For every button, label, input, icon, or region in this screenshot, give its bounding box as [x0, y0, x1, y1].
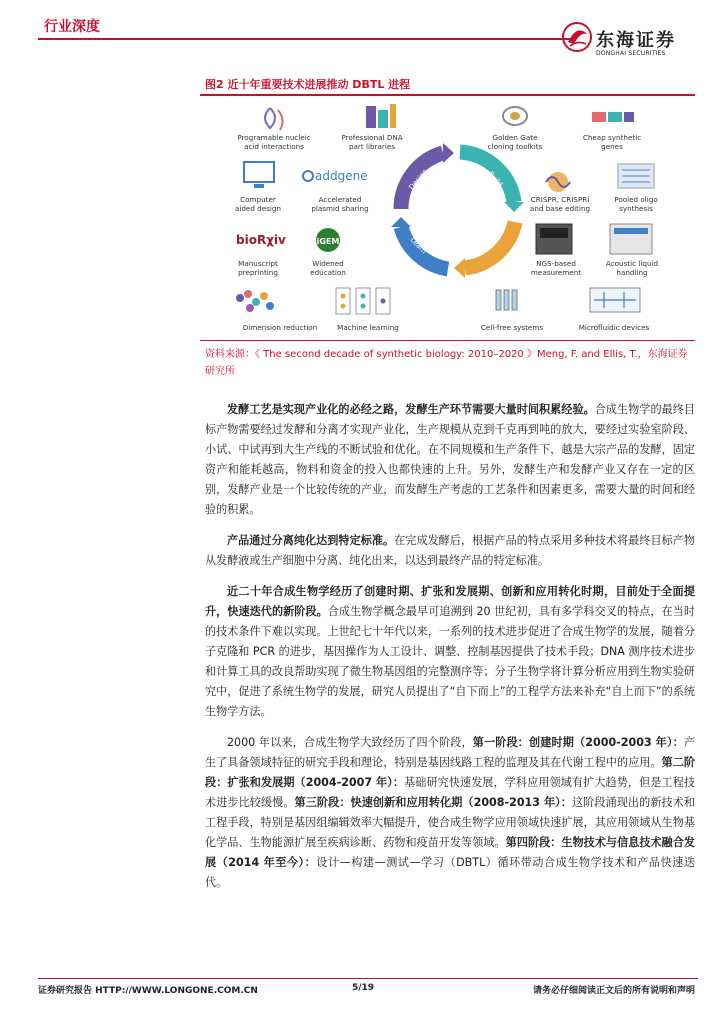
label-golden-gate-1: Golden Gate — [492, 133, 538, 142]
label-addgene-1: Accelerated — [318, 195, 362, 204]
label-preprint-2: preprinting — [238, 268, 278, 277]
paragraph-fermentation-lead: 发酵工艺是实现产业化的必经之路，发酵生产环节需要大量时间积累经验。 — [227, 403, 595, 416]
footer-website[interactable]: 证券研究报告 HTTP://WWW.LONGONE.COM.CN — [38, 986, 258, 996]
footer-divider — [38, 978, 698, 979]
paragraph-fermentation-text: 合成生物学的最终目标产物需要经过发酵和分离才实现产业化，生产规模从克到千克再到吨的放大，要经过实验室阶段、小试、中试再到大生产线的不断试验和优化。在不同规模和生产条件下，越是大宗产品的发酵，固定资产和能耗越高，物料和资金的投入也都快速的上升。另外，发酵生产和发酵产业又存在一定的区别，发酵产业是一个比较传统的产业，而发酵生产考虑的工艺条件和因素更多，需要大量的时间和经验的积累。 — [205, 403, 695, 516]
report-body — [205, 400, 695, 904]
dna-parts-icon — [366, 104, 396, 128]
label-prog-nucleic-1: Programable nucleic — [237, 133, 311, 142]
label-ml: Machine learning — [337, 323, 399, 332]
paragraph-purification — [205, 531, 695, 571]
sequencer-icon — [536, 224, 572, 254]
stage-1-heading: 第一阶段：创建时期（2000-2003 年）： — [472, 736, 684, 749]
paragraph-history-lead: 近二十年合成生物学经历了创建时期、扩张和发展期、创新和应用转化时期，目前处于全面提升，快速迭代的新阶段。 — [205, 585, 695, 618]
label-acoustic-1: Acoustic liquid — [605, 259, 659, 268]
label-crispr-2: and base editing — [529, 204, 591, 213]
paragraph-purification-lead: 产品通过分离纯化达到特定标准。 — [227, 534, 395, 547]
paragraph-stages-intro: 2000 年以来，合成生物学大致经历了四个阶段， — [227, 736, 473, 749]
logo-chinese-name: 东海证券 — [596, 30, 676, 51]
logo-mark-icon — [560, 20, 594, 54]
cycle-label-design: Design — [407, 167, 430, 192]
addgene-logo-icon — [303, 171, 313, 181]
label-ngs-2: measurement — [530, 268, 582, 277]
label-education-2: education — [310, 268, 346, 277]
igem-logo-text: iGEM — [316, 237, 340, 246]
label-prog-nucleic-2: acid interactions — [244, 142, 304, 151]
label-cheap-genes-2: genes — [601, 142, 623, 151]
dbtl-figure — [200, 98, 695, 338]
label-microfluidic: Microfluidic devices — [578, 323, 650, 332]
label-cellfree: Cell-free systems — [480, 323, 544, 332]
liquid-handler-icon — [610, 224, 652, 254]
label-cad-1: Computer — [240, 195, 276, 204]
report-category-tag: 行业深度 — [44, 19, 100, 35]
label-ngs-1: NGS-based — [536, 259, 576, 268]
scatter-cluster-icon — [236, 290, 274, 312]
label-dimred: Dimension reduction — [242, 323, 318, 332]
biorxiv-logo: bioRχiv — [236, 233, 286, 247]
label-cheap-genes-1: Cheap synthetic — [582, 133, 642, 142]
paragraph-history-text: 合成生物学概念最早可追溯到 20 世纪初，具有多学科交叉的特点，在当时的技术条件下难以实现。上世纪七十年代以来，一系列的技术进步促进了合成生物学的发展，随着分子克隆和 PCR 的进步，基因操作为人工设计、调整、控制基因提供了技术手段；DNA 测序技术进步和计算工具的改良帮助实现了微生物基因组的完整测序等；分子生物学将计算分析应用到生物实验研究中，促进了系统生物学的发展，研究人员提出了“自下而上”的工程学方法来补充“自上而下”的系统生物学方法。 — [205, 605, 695, 718]
synthetic-gene-icon — [592, 112, 634, 122]
header-divider — [38, 38, 574, 40]
paragraph-stages — [205, 733, 695, 893]
stage-3-text: 这阶段涌现出的新技术和工程手段，特别是基因组编辑效率大幅提升，使合成生物学应用领域快速扩展，其应用领域从生物基化学品、生物能源扩展至疾病诊断、药物和疫苗开发等领域。 — [205, 796, 695, 849]
stage-4-text: 设计—构建—测试—学习（DBTL）循环带动合成生物学技术和产品快速迭代。 — [205, 856, 695, 889]
crispr-icon — [546, 172, 570, 192]
label-oligo-1: Pooled oligo — [614, 195, 658, 204]
oligo-pool-icon — [618, 164, 654, 188]
cycle-label-build: Build — [486, 169, 505, 189]
label-cad-2: aided design — [234, 204, 282, 213]
label-education-1: Widened — [312, 259, 344, 268]
computer-icon — [244, 162, 274, 188]
stage-4-heading: 第四阶段：生物技术与信息技术融合发展（2014 年至今）： — [205, 836, 695, 869]
figure-bottom-rule — [200, 340, 695, 341]
label-golden-gate-2: cloning toolkits — [487, 142, 543, 151]
logo-english-name: DONGHAI SECURITIES — [596, 50, 666, 57]
dbtl-cycle-diagram — [200, 98, 695, 338]
addgene-logo-text: addgene — [315, 169, 368, 183]
figure-source: 资料来源：《 The second decade of synthetic biology: 2010–2020 》Meng, F. and Ellis, T.，东海证券研究所 — [205, 349, 688, 377]
paragraph-fermentation — [205, 400, 695, 520]
label-addgene-2: plasmid sharing — [311, 204, 369, 213]
stage-2-text: 基础研究快速发展，学科应用领域有扩大趋势，但是工程技术进步比较缓慢。 — [205, 776, 695, 809]
label-preprint-1: Manuscript — [238, 259, 278, 268]
cycle-label-learn: Learn — [408, 235, 428, 256]
cycle-label-test: Test — [477, 241, 493, 258]
neural-network-icon — [336, 288, 390, 314]
label-crispr-1: CRISPR, CRISPRi — [530, 195, 590, 204]
paragraph-history — [205, 582, 695, 722]
label-dna-parts-1: Professional DNA — [341, 133, 403, 142]
microfluidic-chip-icon — [590, 288, 640, 312]
golden-gate-icon — [503, 107, 527, 125]
nucleic-acid-icon — [265, 108, 283, 130]
label-dna-parts-2: part libraries — [348, 142, 396, 151]
figure-title: 图2 近十年重要技术进展推动 DBTL 进程 — [205, 78, 411, 91]
footer-disclaimer: 请务必仔细阅读正文后的所有说明和声明 — [532, 986, 695, 996]
figure-top-rule — [200, 94, 695, 96]
stage-2-heading: 第二阶段：扩张和发展期（2004-2007 年）： — [205, 756, 695, 789]
label-acoustic-2: handling — [616, 268, 648, 277]
company-logo — [560, 20, 700, 60]
dbtl-cycle-ring — [391, 143, 524, 278]
label-oligo-2: synthesis — [619, 204, 653, 213]
stage-1-text: 产生了具备领域特征的研究手段和理论，特别是基因线路工程的监理及其在代谢工程中的应用。 — [205, 736, 696, 769]
stage-3-heading: 第三阶段：快速创新和应用转化期（2008-2013 年）： — [294, 796, 572, 809]
test-tubes-icon — [496, 290, 517, 310]
footer-page-number: 5/19 — [352, 983, 375, 993]
paragraph-purification-text: 在完成发酵后，根据产品的特点采用多种技术将最终目标产物从发酵液或生产细胞中分离、纯化出来，以达到最终产品的特定标准。 — [205, 534, 695, 567]
